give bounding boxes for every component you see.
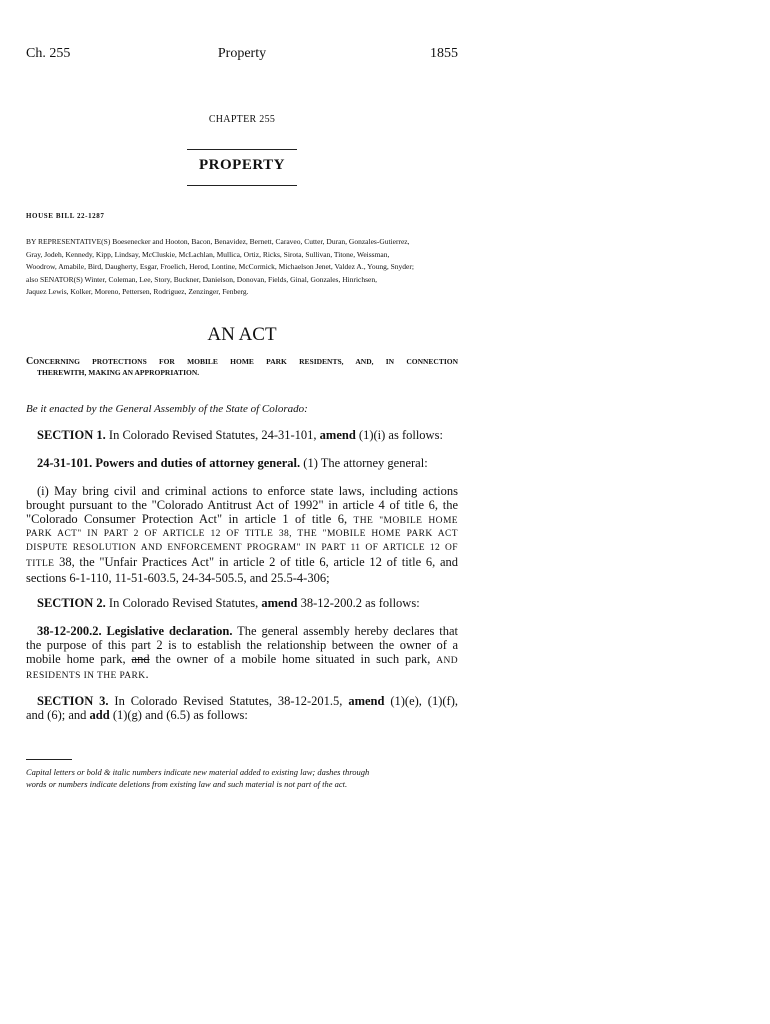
section-text: (1)(i) as follows: [355, 428, 443, 442]
footnote-line: Capital letters or bold & italic numbers indicate new material added to existing law; dashes through [26, 767, 370, 777]
clause-line: sections 6-1-110, 11-51-603.5, 24-34-505.5, and 25.5-4-306; [26, 570, 330, 585]
statute-text: The general assembly hereby declares that [232, 624, 458, 638]
new-material-text: AND [436, 655, 459, 666]
section-label: SECTION 2. [37, 596, 106, 610]
section-label: SECTION 1. [37, 428, 106, 442]
sponsors-line: also SENATOR(S) Winter, Coleman, Lee, Story, Buckner, Danielson, Donovan, Fields, Ginal, Gonzales, Hinrichsen, [26, 274, 377, 284]
amend-keyword: amend [319, 428, 356, 442]
statute-text: (1) The attorney general: [300, 456, 428, 470]
statute-text: the owner of a mobile home situated in such park, [149, 651, 437, 666]
statute-38-12-200-2 [26, 625, 458, 684]
section-3 [26, 695, 458, 723]
footnote-line: words or numbers indicate deletions from existing law and such material is not part of the act. [26, 778, 348, 789]
statute-text: . [145, 667, 149, 682]
act-title-text: ONCERNING PROTECTIONS FOR MOBILE HOME PARK RESIDENTS, AND, IN CONNECTION [33, 357, 458, 366]
chapter-title: PROPERTY [199, 157, 285, 173]
amend-keyword: amend [261, 596, 298, 610]
clause-line: (i) May bring civil and criminal actions to enforce state laws, including actions [37, 484, 458, 498]
footnote-rule [26, 759, 72, 760]
act-title [26, 356, 458, 378]
section-2 [26, 597, 458, 611]
section-3-line [26, 709, 458, 723]
title-rule-top [187, 149, 297, 150]
section-text: In Colorado Revised Statutes, 38-12-201.5, [108, 694, 349, 708]
section-text: In Colorado Revised Statutes, [105, 596, 262, 610]
statute-line [26, 457, 458, 471]
section-text: (1)(g) and (6.5) as follows: [109, 707, 248, 722]
statute-line [26, 668, 458, 684]
clause-text: "Colorado Consumer Protection Act" in article 1 of title 6, [26, 511, 354, 526]
section-1-line [26, 429, 458, 443]
deleted-text: and [131, 651, 150, 666]
statute-line [26, 653, 458, 669]
act-title-line: THEREWITH, MAKING AN APPROPRIATION. [37, 368, 200, 377]
clause-line [26, 556, 458, 572]
new-material-line: PARK ACT" IN PART 2 OF ARTICLE 12 OF TITLE 38, THE "MOBILE HOME PARK ACT [26, 529, 458, 540]
page-number: 1855 [430, 46, 458, 61]
statute-heading: 24-31-101. Powers and duties of attorney general. [37, 456, 301, 470]
act-title-line [26, 356, 458, 367]
title-rule-bottom [187, 185, 297, 186]
clause-1-i [26, 485, 458, 586]
chapter-label: CHAPTER 255 [208, 114, 276, 125]
section-1 [26, 429, 458, 443]
amend-keyword: amend [348, 694, 385, 708]
statute-24-31-101 [26, 457, 458, 471]
new-material-line: DISPUTE RESOLUTION AND ENFORCEMENT PROGRAM" IN PART 11 OF ARTICLE 12 OF [26, 543, 458, 554]
act-heading: AN ACT [207, 324, 277, 345]
sponsors-list [26, 236, 458, 299]
clause-line: brought pursuant to the "Colorado Antitrust Act of 1992" in article 4 of title 6, the [26, 497, 458, 512]
section-2-line [26, 597, 458, 611]
running-head [26, 46, 458, 66]
add-keyword: add [89, 707, 110, 722]
clause-text: 38, the "Unfair Practices Act" in article 2 of title 6, article 12 of title 6, and [54, 554, 458, 569]
new-material-text: TITLE [26, 558, 55, 569]
section-3-line [26, 695, 458, 709]
section-text: and (6); and [26, 707, 90, 722]
statute-text: mobile home park, [26, 651, 132, 666]
clause-line [26, 513, 458, 529]
new-material-text: RESIDENTS IN THE PARK [26, 671, 146, 682]
section-text: In Colorado Revised Statutes, 24-31-101, [105, 428, 320, 442]
section-text: (1)(e), (1)(f), [384, 694, 458, 708]
enacting-clause: Be it enacted by the General Assembly of the State of Colorado: [26, 403, 308, 415]
sponsors-line: BY REPRESENTATIVE(S) Boesenecker and Hooton, Bacon, Benavidez, Bernett, Caraveo, Cutter, Duran, Gonzales-Gutierrez, [26, 237, 410, 246]
sponsors-line: Woodrow, Amabile, Bird, Daugherty, Esgar, Froelich, Herod, Lontine, McCormick, Michaelson Jenet, Valdez A., Young, Snyder; [26, 262, 414, 272]
sponsors-line: Gray, Jodeh, Kennedy, Kipp, Lindsay, McCluskie, McLachlan, Mullica, Ortiz, Ricks, Sirota, Sullivan, Titone, Weissman, [26, 249, 390, 259]
statute-heading: 38-12-200.2. Legislative declaration. [37, 624, 233, 638]
sponsors-line: Jaquez Lewis, Kolker, Moreno, Pettersen, Rodriguez, Zenzinger, Fenberg. [26, 287, 249, 297]
section-text: 38-12-200.2 as follows: [297, 596, 420, 610]
section-label: SECTION 3. [37, 694, 109, 708]
new-material-text: THE "MOBILE HOME [353, 515, 458, 526]
chapter-number: Ch. 255 [26, 46, 71, 61]
footnote [26, 767, 458, 791]
act-title-initial: C [26, 356, 34, 367]
bill-number: HOUSE BILL 22-1287 [26, 212, 105, 220]
statute-line: the purpose of this part 2 is to establish the relationship between the owner of a [26, 637, 458, 652]
running-head-subject: Property [217, 46, 267, 61]
statute-line [26, 625, 458, 639]
